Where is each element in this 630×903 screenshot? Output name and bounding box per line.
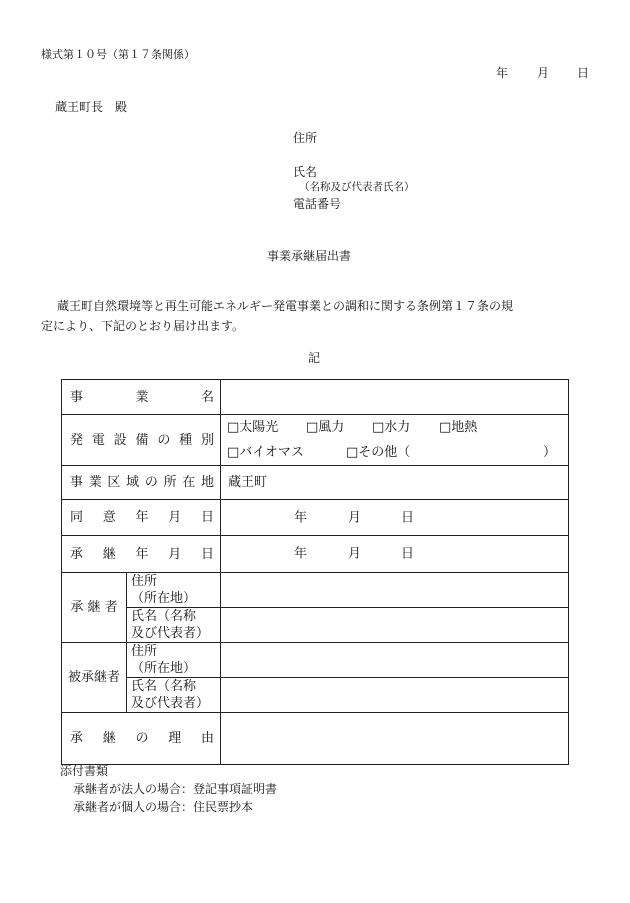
reason-field[interactable] (221, 713, 569, 765)
consent-date-field[interactable] (221, 500, 569, 536)
date-month-label: 月 (537, 66, 550, 80)
location-label: 事 業 区 域 の 所 在 地 (62, 466, 221, 500)
reason-label: 承 継 の 理 由 (62, 713, 221, 765)
row-predecessor-address (62, 643, 569, 678)
option-biomass[interactable]: □バイオマス (227, 445, 304, 460)
facility-type-options (221, 415, 569, 466)
option-wind[interactable]: □風力 (306, 420, 345, 435)
form-number: 様式第１０号（第１７条関係） (41, 48, 195, 61)
option-hydro[interactable]: □水力 (372, 420, 411, 435)
row-succession-date (62, 536, 569, 573)
attachment-individual: 承継者が個人の場合：住民票抄本 (73, 800, 254, 814)
ki-label: 記 (308, 351, 321, 365)
consent-date-day: 日 (401, 510, 415, 525)
option-other[interactable]: □その他（ (346, 445, 411, 460)
facility-type-label: 発 電 設 備 の 種 別 (62, 415, 221, 466)
business-name-label: 事 業 名 (62, 380, 221, 415)
succession-date-day: 日 (401, 546, 415, 562)
succession-date-field[interactable] (221, 536, 569, 573)
consent-date-month: 月 (348, 510, 362, 525)
row-successor-address (62, 573, 569, 608)
applicant-name-label: 氏名 (293, 165, 318, 179)
row-reason (62, 713, 569, 765)
successor-address-field[interactable] (221, 573, 569, 608)
row-successor-name (62, 608, 569, 643)
body-line-1: 蔵王町自然環境等と再生可能エネルギー発電事業との調和に関する条例第１７条の規 (57, 299, 514, 313)
date-day-label: 日 (577, 66, 590, 80)
applicant-phone-label: 電話番号 (293, 197, 342, 211)
predecessor-address-label (127, 643, 221, 678)
predecessor-name-label (127, 678, 221, 713)
succession-date-label: 承 継 年 月 日 (62, 536, 221, 573)
business-name-field[interactable] (221, 380, 569, 415)
consent-date-year: 年 (294, 510, 308, 525)
predecessor-name-field[interactable] (221, 678, 569, 713)
row-consent-date (62, 500, 569, 536)
row-facility-type (62, 415, 569, 466)
successor-name-line-1: 氏名（名称 (131, 609, 197, 624)
successor-name-field[interactable] (221, 608, 569, 643)
succession-date-month: 月 (348, 546, 362, 562)
applicant-address-label: 住所 (293, 131, 318, 145)
predecessor-address-line-2: （所在地） (131, 661, 197, 676)
predecessor-address-field[interactable] (221, 643, 569, 678)
option-solar[interactable]: □太陽光 (227, 420, 279, 435)
row-business-name (62, 380, 569, 415)
succession-date-year: 年 (294, 546, 308, 562)
attachments-heading: 添付書類 (60, 764, 109, 778)
predecessor-label: 被承継者 (62, 643, 127, 713)
document-title: 事業承継届出書 (267, 249, 352, 263)
successor-address-label (127, 573, 221, 608)
row-location (62, 466, 569, 500)
body-line-2: 定により、下記のとおり届け出ます。 (41, 319, 245, 333)
predecessor-name-line-2: 及び代表者） (131, 696, 210, 711)
successor-address-line-1: 住所 (131, 574, 158, 589)
location-value[interactable]: 蔵王町 (221, 466, 569, 500)
successor-name-label (127, 608, 221, 643)
applicant-name-note: （名称及び代表者氏名） (299, 181, 415, 193)
option-geothermal[interactable]: □地熱 (439, 420, 478, 435)
option-other-close: ） (543, 445, 557, 460)
notification-table (61, 379, 569, 765)
successor-address-line-2: （所在地） (131, 591, 197, 606)
predecessor-name-line-1: 氏名（名称 (131, 679, 197, 694)
addressee: 蔵王町長 殿 (55, 100, 128, 114)
successor-label: 承 継 者 (62, 573, 127, 643)
date-year-label: 年 (496, 66, 509, 80)
attachment-corp: 承継者が法人の場合：登記事項証明書 (73, 782, 278, 796)
successor-name-line-2: 及び代表者） (131, 626, 210, 641)
row-predecessor-name (62, 678, 569, 713)
consent-date-label: 同 意 年 月 日 (62, 500, 221, 536)
predecessor-address-line-1: 住所 (131, 644, 158, 659)
